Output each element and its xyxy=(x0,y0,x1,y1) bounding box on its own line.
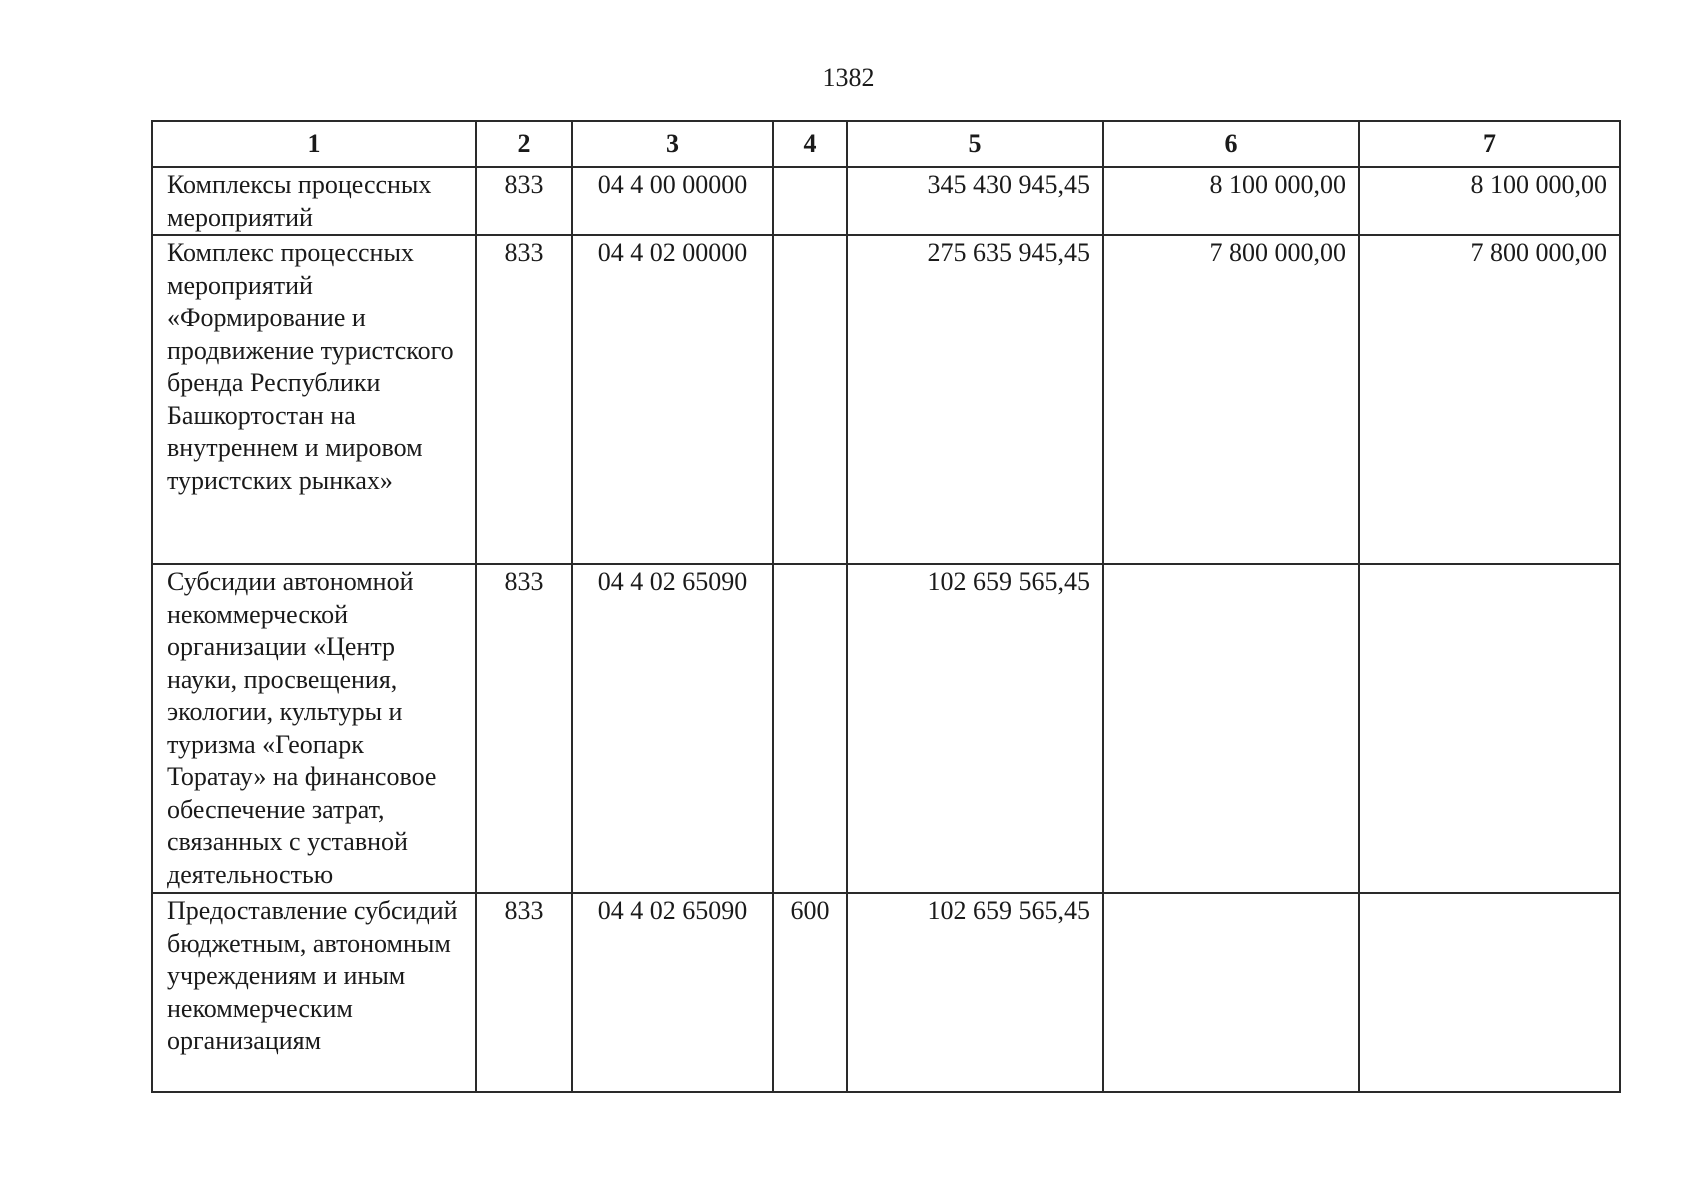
row-col6-cell: 8 100 000,00 xyxy=(1103,167,1359,235)
column-header-1: 1 xyxy=(152,121,476,167)
row-col5-cell: 275 635 945,45 xyxy=(847,235,1103,564)
column-header-6: 6 xyxy=(1103,121,1359,167)
column-header-7: 7 xyxy=(1359,121,1620,167)
row-col7-cell: 7 800 000,00 xyxy=(1359,235,1620,564)
row-col6-cell xyxy=(1103,564,1359,893)
row-col7-cell: 8 100 000,00 xyxy=(1359,167,1620,235)
table-row xyxy=(152,893,1620,1092)
column-header-4: 4 xyxy=(773,121,847,167)
row-col4-cell xyxy=(773,564,847,893)
row-name-cell: Субсидии автономной некоммерческой организации «Центр науки, просвещения, экологии, культуры и туризма «Геопарк Торатау» на финансовое обеспечение затрат, связанных с уставной деятельностью xyxy=(152,564,476,893)
row-col5-cell: 102 659 565,45 xyxy=(847,564,1103,893)
row-col3-cell: 04 4 02 65090 xyxy=(572,893,773,1092)
budget-table xyxy=(151,120,1621,1093)
row-col3-cell: 04 4 00 00000 xyxy=(572,167,773,235)
row-col7-cell xyxy=(1359,893,1620,1092)
row-col5-cell: 102 659 565,45 xyxy=(847,893,1103,1092)
row-col5-cell: 345 430 945,45 xyxy=(847,167,1103,235)
column-header-2: 2 xyxy=(476,121,572,167)
row-col7-cell xyxy=(1359,564,1620,893)
row-col2-cell: 833 xyxy=(476,167,572,235)
table-row xyxy=(152,235,1620,564)
row-name-cell: Комплекс процессных мероприятий «Формирование и продвижение туристского бренда Республики Башкортостан на внутреннем и мировом туристских рынках» xyxy=(152,235,476,564)
row-col2-cell: 833 xyxy=(476,235,572,564)
row-col4-cell: 600 xyxy=(773,893,847,1092)
row-col3-cell: 04 4 02 00000 xyxy=(572,235,773,564)
row-name-cell: Комплексы процессных мероприятий xyxy=(152,167,476,235)
table-row xyxy=(152,564,1620,893)
row-col2-cell: 833 xyxy=(476,564,572,893)
table-header-row xyxy=(152,121,1620,167)
table-row xyxy=(152,167,1620,235)
row-col6-cell: 7 800 000,00 xyxy=(1103,235,1359,564)
column-header-3: 3 xyxy=(572,121,773,167)
row-col3-cell: 04 4 02 65090 xyxy=(572,564,773,893)
page-number: 1382 xyxy=(822,63,875,92)
column-header-5: 5 xyxy=(847,121,1103,167)
row-name-cell: Предоставление субсидий бюджетным, автономным учреждениям и иным некоммерческим организациям xyxy=(152,893,476,1092)
row-col4-cell xyxy=(773,235,847,564)
row-col4-cell xyxy=(773,167,847,235)
row-col6-cell xyxy=(1103,893,1359,1092)
row-col2-cell: 833 xyxy=(476,893,572,1092)
